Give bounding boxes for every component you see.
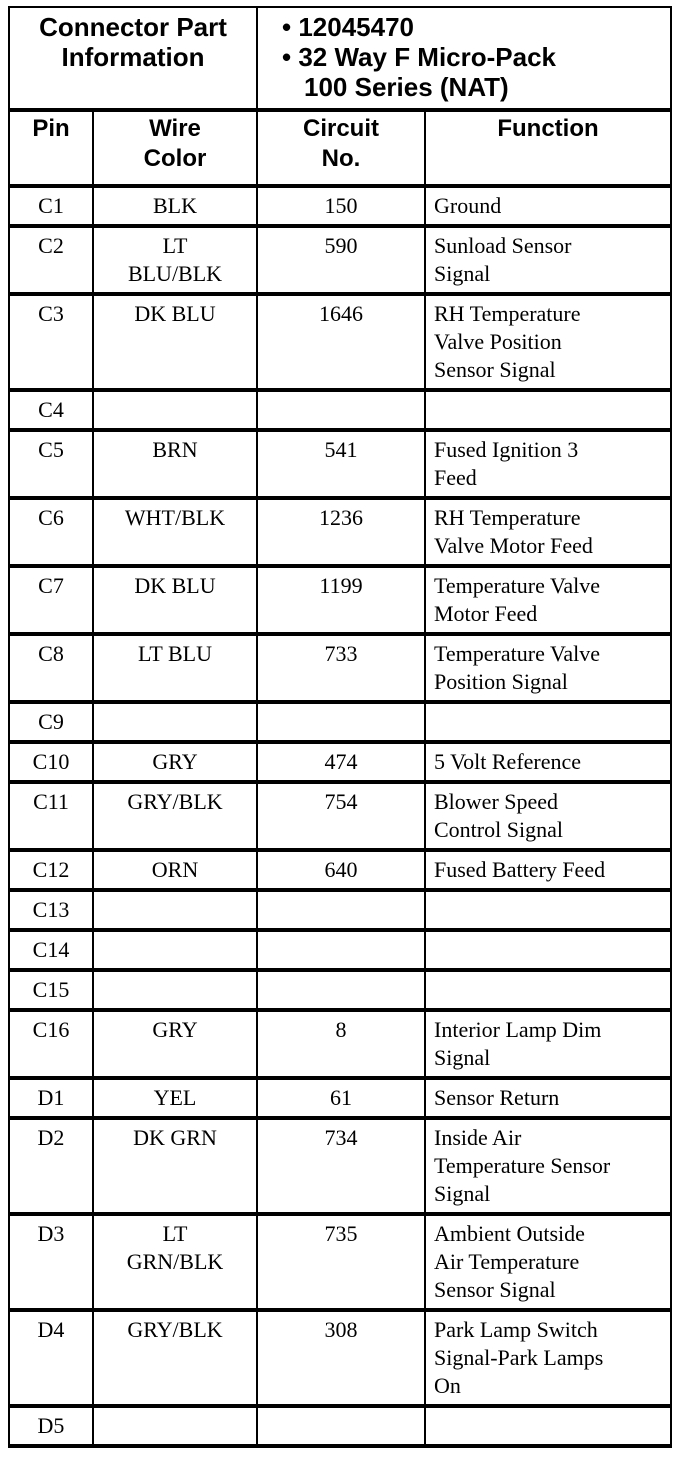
pin-text: C14: [32, 937, 70, 962]
column-header-function-text: Function: [497, 115, 599, 142]
pin-text: D1: [37, 1085, 65, 1110]
function-text: Position Signal: [434, 669, 568, 694]
function-text: Control Signal: [434, 817, 563, 842]
circuit-cell: [257, 430, 425, 498]
table-row: [9, 782, 671, 850]
function-text: Air Temperature: [434, 1249, 580, 1274]
wire-color-text: ORN: [151, 857, 199, 882]
circuit-cell: [257, 498, 425, 566]
pin-cell: [9, 634, 93, 702]
circuit-cell: [257, 1078, 425, 1118]
circuit-cell: [257, 890, 425, 930]
circuit-text: 590: [324, 233, 358, 258]
pin-cell: [9, 1310, 93, 1406]
function-cell: [425, 498, 671, 566]
column-header-wire-line1: Wire: [149, 115, 201, 142]
circuit-cell: [257, 186, 425, 226]
circuit-text: 734: [324, 1125, 358, 1150]
pin-text: C12: [32, 857, 70, 882]
pin-cell: [9, 226, 93, 294]
function-text: Fused Ignition 3: [434, 437, 579, 462]
table-row: [9, 634, 671, 702]
connector-description-line2: 100 Series (NAT): [304, 72, 509, 102]
wire-color-cell: [93, 702, 257, 742]
pin-cell: [9, 742, 93, 782]
function-text: Temperature Sensor: [434, 1153, 611, 1178]
circuit-text: 1646: [319, 301, 363, 326]
pin-cell: [9, 186, 93, 226]
pin-text: C13: [32, 897, 70, 922]
function-text: RH Temperature: [434, 505, 581, 530]
function-text: RH Temperature: [434, 301, 581, 326]
wire-color-text: DK GRN: [133, 1125, 217, 1150]
function-text: Signal: [434, 1181, 491, 1206]
wire-color-text: GRN/BLK: [126, 1249, 224, 1274]
wire-color-text: GRY/BLK: [127, 789, 223, 814]
connector-part-info: [257, 7, 671, 110]
circuit-cell: [257, 226, 425, 294]
wire-color-cell: [93, 498, 257, 566]
function-text: Sensor Return: [434, 1085, 560, 1110]
table-row: [9, 1310, 671, 1406]
circuit-cell: [257, 1310, 425, 1406]
table-row: [9, 1010, 671, 1078]
pin-text: C2: [38, 233, 64, 258]
circuit-text: 754: [324, 789, 358, 814]
circuit-cell: [257, 1118, 425, 1214]
wire-color-cell: [93, 430, 257, 498]
connector-label-line2: Information: [61, 42, 205, 72]
wire-color-text: DK BLU: [134, 301, 216, 326]
pin-text: C7: [38, 573, 64, 598]
wire-color-text: BLK: [153, 193, 197, 218]
wire-color-cell: [93, 1406, 257, 1446]
pin-cell: [9, 890, 93, 930]
table-row: [9, 1078, 671, 1118]
pin-cell: [9, 850, 93, 890]
column-header-circuit-line1: Circuit: [302, 115, 379, 142]
pin-text: C10: [32, 749, 70, 774]
circuit-cell: [257, 294, 425, 390]
connector-description-line1: • 32 Way F Micro-Pack: [282, 42, 557, 72]
function-cell: [425, 702, 671, 742]
table-row: [9, 1406, 671, 1446]
function-text: Temperature Valve: [434, 641, 601, 666]
table-row: [9, 226, 671, 294]
pin-text: C8: [38, 641, 64, 666]
pin-text: C6: [38, 505, 64, 530]
wire-color-text: DK BLU: [134, 573, 216, 598]
function-text: Temperature Valve: [434, 573, 601, 598]
circuit-cell: [257, 702, 425, 742]
function-cell: [425, 782, 671, 850]
circuit-text: 640: [324, 857, 358, 882]
wire-color-cell: [93, 890, 257, 930]
wire-color-cell: [93, 390, 257, 430]
pin-text: D5: [37, 1413, 65, 1438]
pin-cell: [9, 930, 93, 970]
wire-color-cell: [93, 226, 257, 294]
function-cell: [425, 1214, 671, 1310]
pin-text: D4: [37, 1317, 65, 1342]
table-row: [9, 390, 671, 430]
circuit-text: 1199: [319, 573, 363, 598]
wire-color-cell: [93, 634, 257, 702]
function-text: On: [434, 1373, 461, 1398]
circuit-cell: [257, 1214, 425, 1310]
part-number: • 12045470: [282, 12, 415, 42]
function-cell: [425, 742, 671, 782]
circuit-text: 8: [335, 1017, 347, 1042]
table-row: [9, 930, 671, 970]
wire-color-cell: [93, 1010, 257, 1078]
connector-part-label: [9, 7, 257, 110]
function-cell: [425, 1406, 671, 1446]
wire-color-cell: [93, 294, 257, 390]
table-row: [9, 742, 671, 782]
circuit-text: 61: [330, 1085, 352, 1110]
column-header-wire-color: [93, 110, 257, 186]
circuit-text: 1236: [319, 505, 363, 530]
table-row: [9, 430, 671, 498]
table-row: [9, 702, 671, 742]
function-text: Motor Feed: [434, 601, 538, 626]
pin-cell: [9, 1118, 93, 1214]
pin-text: C16: [32, 1017, 70, 1042]
wire-color-text: GRY: [152, 749, 198, 774]
wire-color-cell: [93, 1310, 257, 1406]
function-cell: [425, 390, 671, 430]
function-cell: [425, 850, 671, 890]
pin-text: C15: [32, 977, 70, 1002]
function-text: Interior Lamp Dim: [434, 1017, 602, 1042]
table-row: [9, 186, 671, 226]
function-cell: [425, 1010, 671, 1078]
function-cell: [425, 294, 671, 390]
pin-cell: [9, 1010, 93, 1078]
table-row: [9, 850, 671, 890]
function-cell: [425, 566, 671, 634]
wire-color-cell: [93, 930, 257, 970]
function-cell: [425, 634, 671, 702]
table-row: [9, 566, 671, 634]
pin-cell: [9, 1406, 93, 1446]
wire-color-text: YEL: [153, 1085, 197, 1110]
pin-cell: [9, 498, 93, 566]
wire-color-cell: [93, 742, 257, 782]
table-row: [9, 498, 671, 566]
column-header-pin-text: Pin: [32, 115, 70, 142]
wire-color-cell: [93, 782, 257, 850]
wire-color-cell: [93, 1078, 257, 1118]
pin-text: C4: [38, 397, 64, 422]
function-cell: [425, 1078, 671, 1118]
wire-color-text: WHT/BLK: [124, 505, 226, 530]
wire-color-cell: [93, 850, 257, 890]
wire-color-text: GRY/BLK: [127, 1317, 223, 1342]
function-cell: [425, 226, 671, 294]
function-text: 5 Volt Reference: [434, 749, 582, 774]
function-text: Feed: [434, 465, 477, 490]
circuit-cell: [257, 1010, 425, 1078]
pin-cell: [9, 294, 93, 390]
column-header-circuit-line2: No.: [321, 145, 361, 172]
circuit-text: 733: [324, 641, 358, 666]
circuit-cell: [257, 850, 425, 890]
pin-cell: [9, 782, 93, 850]
table-row: [9, 1118, 671, 1214]
function-text: Park Lamp Switch: [434, 1317, 598, 1342]
wire-color-text: LT BLU: [138, 641, 212, 666]
pin-cell: [9, 1214, 93, 1310]
table-row: [9, 294, 671, 390]
function-text: Valve Position: [434, 329, 562, 354]
pin-text: D3: [37, 1221, 65, 1246]
function-text: Blower Speed: [434, 789, 559, 814]
function-text: Valve Motor Feed: [434, 533, 593, 558]
table-row: [9, 970, 671, 1010]
column-header-function: [425, 110, 671, 186]
pin-text: C11: [33, 789, 69, 814]
table-row: [9, 1214, 671, 1310]
pin-text: D2: [37, 1125, 65, 1150]
wire-color-text: LT: [162, 233, 188, 258]
connector-label-line1: Connector Part: [39, 12, 227, 42]
function-text: Signal: [434, 1045, 491, 1070]
function-cell: [425, 930, 671, 970]
column-header-circuit: [257, 110, 425, 186]
connector-pinout-table: [8, 6, 672, 1448]
circuit-text: 150: [324, 193, 358, 218]
circuit-cell: [257, 566, 425, 634]
column-header-pin: [9, 110, 93, 186]
function-text: Signal-Park Lamps: [434, 1345, 604, 1370]
wire-color-cell: [93, 1214, 257, 1310]
wire-color-text: BLU/BLK: [127, 261, 223, 286]
connector-pinout-document: [8, 6, 670, 1448]
function-cell: [425, 1310, 671, 1406]
function-cell: [425, 430, 671, 498]
function-cell: [425, 1118, 671, 1214]
pin-text: C5: [38, 437, 64, 462]
circuit-cell: [257, 930, 425, 970]
wire-color-text: LT: [162, 1221, 188, 1246]
circuit-cell: [257, 970, 425, 1010]
function-cell: [425, 970, 671, 1010]
pin-cell: [9, 1078, 93, 1118]
pin-cell: [9, 390, 93, 430]
function-text: Sunload Sensor: [434, 233, 572, 258]
pin-cell: [9, 430, 93, 498]
pin-text: C9: [38, 709, 64, 734]
wire-color-text: BRN: [152, 437, 198, 462]
circuit-text: 474: [324, 749, 358, 774]
wire-color-cell: [93, 566, 257, 634]
pin-text: C1: [38, 193, 64, 218]
wire-color-cell: [93, 970, 257, 1010]
circuit-cell: [257, 1406, 425, 1446]
function-cell: [425, 890, 671, 930]
function-text: Ground: [434, 193, 502, 218]
function-text: Inside Air: [434, 1125, 522, 1150]
circuit-cell: [257, 742, 425, 782]
wire-color-text: GRY: [152, 1017, 198, 1042]
function-text: Ambient Outside: [434, 1221, 585, 1246]
circuit-text: 735: [324, 1221, 358, 1246]
circuit-cell: [257, 634, 425, 702]
wire-color-cell: [93, 186, 257, 226]
function-text: Sensor Signal: [434, 1277, 556, 1302]
function-text: Signal: [434, 261, 491, 286]
pin-text: C3: [38, 301, 64, 326]
pin-cell: [9, 566, 93, 634]
column-header-wire-line2: Color: [143, 145, 207, 172]
function-text: Fused Battery Feed: [434, 857, 606, 882]
pin-cell: [9, 702, 93, 742]
pin-cell: [9, 970, 93, 1010]
wire-color-cell: [93, 1118, 257, 1214]
function-cell: [425, 186, 671, 226]
circuit-text: 308: [324, 1317, 358, 1342]
table-row: [9, 890, 671, 930]
column-header-row: [9, 110, 671, 186]
function-text: Sensor Signal: [434, 357, 556, 382]
circuit-text: 541: [324, 437, 358, 462]
connector-info-row: [9, 7, 671, 110]
circuit-cell: [257, 782, 425, 850]
circuit-cell: [257, 390, 425, 430]
